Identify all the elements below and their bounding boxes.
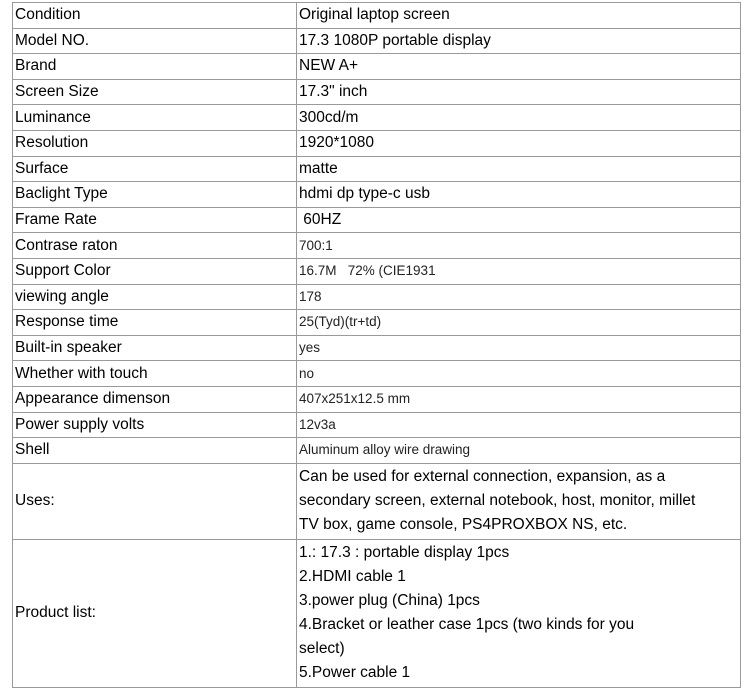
row-label: Whether with touch xyxy=(13,361,297,387)
table-row xyxy=(13,284,741,310)
row-value: hdmi dp type-c usb xyxy=(297,182,741,208)
table-row xyxy=(13,105,741,131)
row-value: 17.3" inch xyxy=(297,79,741,105)
product-list-item: 2.HDMI cable 1 xyxy=(299,568,406,586)
row-label: Response time xyxy=(13,310,297,336)
table-row xyxy=(13,130,741,156)
row-value: 12v3a xyxy=(297,412,741,438)
row-label: Appearance dimenson xyxy=(13,386,297,412)
row-value: yes xyxy=(297,335,741,361)
product-list-item: 4.Bracket or leather case 1pcs (two kinds for you xyxy=(299,616,635,634)
table-row xyxy=(13,386,741,412)
row-label: Surface xyxy=(13,156,297,182)
table-row xyxy=(13,207,741,233)
table-row xyxy=(13,438,741,464)
table-row xyxy=(13,156,741,182)
uses-label: Uses: xyxy=(13,463,297,539)
row-label: Built-in speaker xyxy=(13,335,297,361)
row-value: 1920*1080 xyxy=(297,130,741,156)
table-row xyxy=(13,335,741,361)
row-value: 16.7M 72% (CIE1931 xyxy=(297,258,741,284)
row-value: Aluminum alloy wire drawing xyxy=(297,438,741,464)
row-value: 17.3 1080P portable display xyxy=(297,28,741,54)
row-value: 178 xyxy=(297,284,741,310)
uses-line: TV box, game console, PS4PROXBOX NS, etc. xyxy=(299,516,628,534)
row-label: Screen Size xyxy=(13,79,297,105)
row-value: NEW A+ xyxy=(297,54,741,80)
uses-value xyxy=(297,463,741,539)
product-list-value xyxy=(297,539,741,687)
uses-line: secondary screen, external notebook, host, monitor, millet xyxy=(299,492,696,510)
product-list-item: 3.power plug (China) 1pcs xyxy=(299,592,480,610)
row-value: 407x251x12.5 mm xyxy=(297,386,741,412)
table-row xyxy=(13,28,741,54)
row-label: Support Color xyxy=(13,258,297,284)
row-label: Baclight Type xyxy=(13,182,297,208)
product-list-label: Product list: xyxy=(13,539,297,687)
table-row xyxy=(13,54,741,80)
table-row-product-list xyxy=(13,539,741,687)
table-row xyxy=(13,3,741,29)
table-row xyxy=(13,412,741,438)
table-row xyxy=(13,233,741,259)
row-label: Shell xyxy=(13,438,297,464)
table-row xyxy=(13,79,741,105)
table-row xyxy=(13,361,741,387)
product-list-item: 5.Power cable 1 xyxy=(299,664,411,682)
uses-line: Can be used for external connection, expansion, as a xyxy=(299,468,666,486)
row-label: Luminance xyxy=(13,105,297,131)
product-list-item: 1.: 17.3 : portable display 1pcs xyxy=(299,544,510,562)
row-label: viewing angle xyxy=(13,284,297,310)
spec-table xyxy=(12,2,741,688)
row-label: Contrase raton xyxy=(13,233,297,259)
row-label: Frame Rate xyxy=(13,207,297,233)
row-value: matte xyxy=(297,156,741,182)
row-value: Original laptop screen xyxy=(297,3,741,29)
row-label: Brand xyxy=(13,54,297,80)
product-list-item: select) xyxy=(299,640,345,658)
row-value: 25(Tyd)(tr+td) xyxy=(297,310,741,336)
row-value: 700:1 xyxy=(297,233,741,259)
row-value: 300cd/m xyxy=(297,105,741,131)
table-row-uses xyxy=(13,463,741,539)
row-value: no xyxy=(297,361,741,387)
row-label: Power supply volts xyxy=(13,412,297,438)
table-row xyxy=(13,182,741,208)
row-label: Model NO. xyxy=(13,28,297,54)
row-label: Condition xyxy=(13,3,297,29)
table-row xyxy=(13,258,741,284)
row-value: 60HZ xyxy=(297,207,741,233)
row-label: Resolution xyxy=(13,130,297,156)
table-row xyxy=(13,310,741,336)
